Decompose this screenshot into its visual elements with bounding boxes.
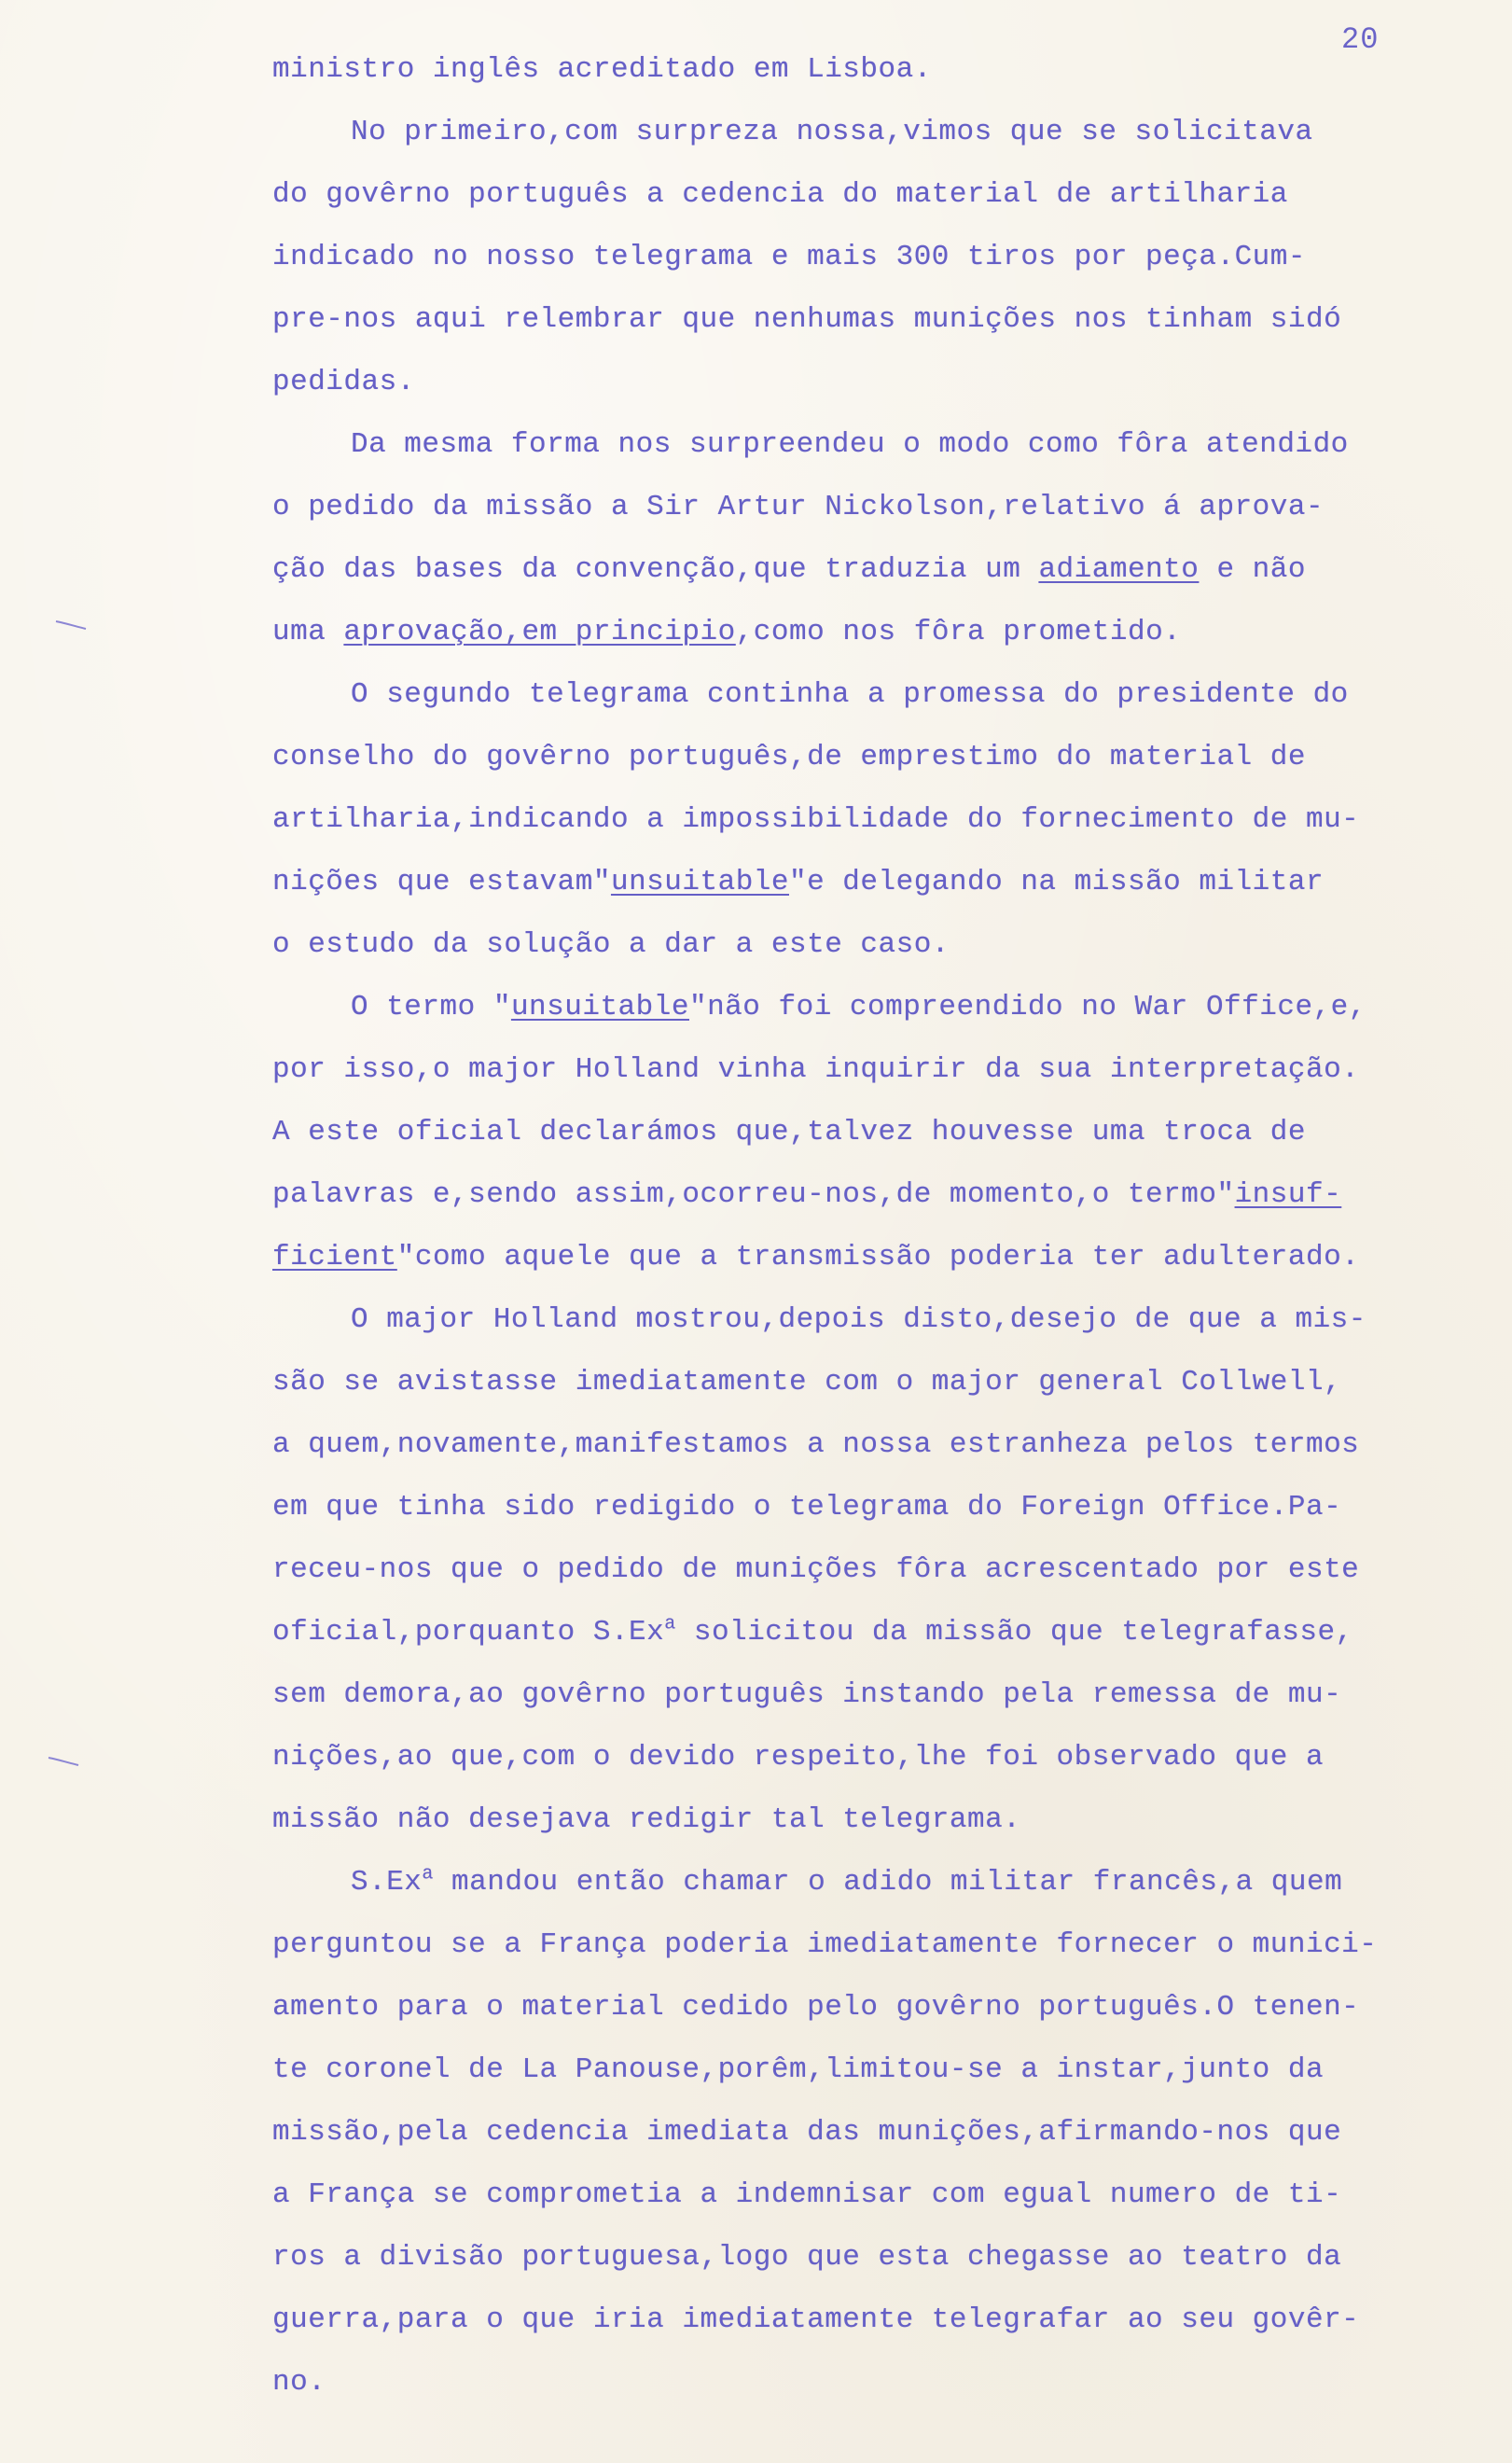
superscript: a	[422, 1863, 434, 1886]
text-line: O major Holland mostrou,depois disto,desejo de que a mis-	[351, 1303, 1366, 1336]
text-line: nições que estavam"unsuitable"e delegando na missão militar	[272, 866, 1325, 898]
underlined-term: aprovação,em principio	[343, 616, 736, 648]
text-line: palavras e,sendo assim,ocorreu-nos,de momento,o termo"insuf-	[272, 1178, 1342, 1211]
text-line: amento para o material cedido pelo govêrno português.O tenen-	[272, 1991, 1360, 2024]
text-line: guerra,para o que iria imediatamente telegrafar ao seu govêr-	[272, 2303, 1360, 2336]
text-line: pre-nos aqui relembrar que nenhumas munições nos tinham sidó	[272, 303, 1342, 336]
text-line: por isso,o major Holland vinha inquirir da sua interpretação.	[272, 1053, 1360, 1086]
text-line: ministro inglês acreditado em Lisboa.	[272, 53, 932, 86]
document-body	[272, 49, 1429, 2424]
text-line: no.	[272, 2366, 326, 2399]
text-line: S.Ex$^a$ mandou então chamar o adido militar francês,a quem	[351, 1863, 1343, 1899]
underlined-term: insuf-	[1234, 1178, 1342, 1211]
text-line: oficial,porquanto S.Ex$^a$ solicitou da missão que telegrafasse,	[272, 1613, 1353, 1649]
text-line: Da mesma forma nos surpreendeu o modo como fôra atendido	[351, 428, 1349, 461]
text-line: ros a divisão portuguesa,logo que esta chegasse ao teatro da	[272, 2241, 1342, 2274]
text-line: O segundo telegrama continha a promessa do presidente do	[351, 678, 1349, 711]
text-line: a quem,novamente,manifestamos a nossa estranheza pelos termos	[272, 1428, 1360, 1461]
superscript: a	[664, 1613, 676, 1635]
text-line: indicado no nosso telegrama e mais 300 tiros por peça.Cum-	[272, 241, 1306, 273]
text-line: o pedido da missão a Sir Artur Nickolson,relativo á aprova-	[272, 491, 1325, 523]
text-line: missão não desejava redigir tal telegrama.	[272, 1803, 1021, 1836]
text-line: o estudo da solução a dar a este caso.	[272, 928, 950, 961]
text-line: receu-nos que o pedido de munições fôra acrescentado por este	[272, 1553, 1360, 1586]
underlined-term: unsuitable	[510, 991, 689, 1023]
underlined-term: adiamento	[1038, 553, 1200, 586]
text-line: em que tinha sido redigido o telegrama do Foreign Office.Pa-	[272, 1491, 1342, 1524]
text-line: a França se comprometia a indemnisar com egual numero de ti-	[272, 2178, 1342, 2211]
text-line: perguntou se a França poderia imediatamente fornecer o munici-	[272, 1928, 1378, 1961]
underlined-term: unsuitable	[610, 866, 789, 898]
text-line: uma aprovação,em principio,como nos fôra prometido.	[272, 616, 1182, 648]
text-line: nições,ao que,com o devido respeito,lhe foi observado que a	[272, 1741, 1325, 1774]
text-line: No primeiro,com surpreza nossa,vimos que se solicitava	[351, 116, 1313, 148]
text-line: artilharia,indicando a impossibilidade do fornecimento de mu-	[272, 803, 1360, 836]
text-line: conselho do govêrno português,de emprestimo do material de	[272, 741, 1306, 773]
text-line: missão,pela cedencia imediata das munições,afirmando-nos que	[272, 2116, 1342, 2149]
text-line: A este oficial declarámos que,talvez houvesse uma troca de	[272, 1116, 1306, 1148]
text-line: ção das bases da convenção,que traduzia um adiamento e não	[272, 553, 1306, 586]
text-line: do govêrno português a cedencia do material de artilharia	[272, 178, 1288, 211]
text-line: O termo "unsuitable"não foi compreendido no War Office,e,	[351, 991, 1366, 1023]
text-line: ficient"como aquele que a transmissão poderia ter adulterado.	[272, 1241, 1360, 1273]
text-line: pedidas.	[272, 366, 415, 398]
text-line: sem demora,ao govêrno português instando pela remessa de mu-	[272, 1678, 1342, 1711]
margin-mark-icon	[47, 1754, 84, 1769]
text-line: são se avistasse imediatamente com o major general Collwell,	[272, 1366, 1342, 1398]
underlined-term: ficient	[272, 1241, 397, 1273]
page-number: 20	[1341, 22, 1380, 57]
margin-mark-icon	[54, 618, 91, 633]
text-line: te coronel de La Panouse,porêm,limitou-se a instar,junto da	[272, 2053, 1325, 2086]
